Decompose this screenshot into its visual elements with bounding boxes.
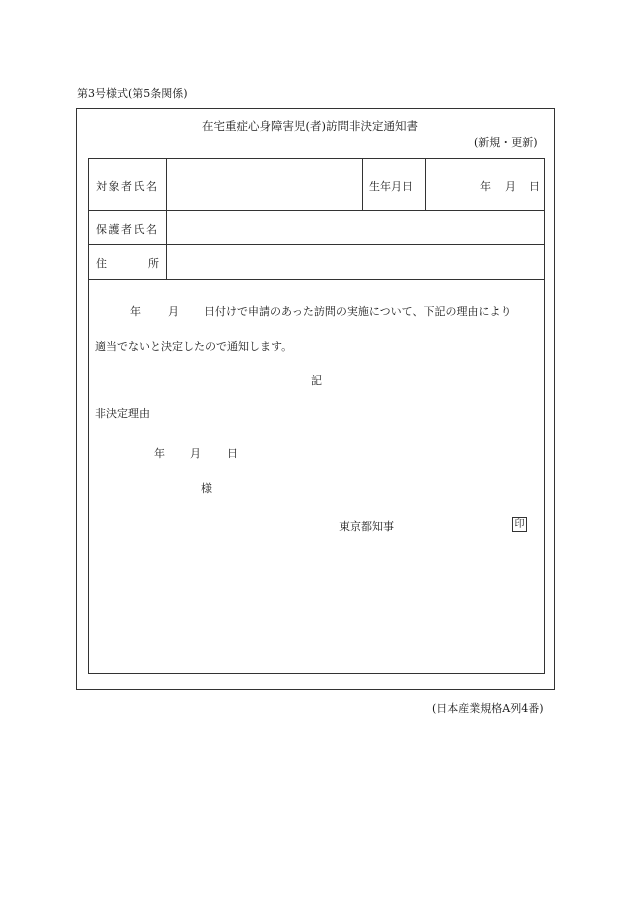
birthdate-label: 生年月日 [369,180,413,193]
seal-mark: 印 [512,517,527,532]
new-or-renewal-note: (新規・更新) [474,136,538,149]
notice-text-line2: 適当でないと決定したので通知します。 [95,340,293,353]
notice-date-month-unit: 月 [190,447,201,460]
document-title: 在宅重症心身障害児(者)訪問非決定通知書 [202,119,418,133]
paper-size-note: (日本産業規格A列4番) [432,702,544,715]
form-number: 第3号様式(第5条関係) [77,87,188,100]
record-mark: 記 [311,374,322,387]
intro-year-unit: 年 [130,305,141,318]
birthdate-value-divider [425,158,426,210]
row-divider [88,210,545,211]
label-column-divider [166,158,167,279]
birthdate-day-unit: 日 [529,180,540,193]
addressee-suffix: 様 [201,482,212,495]
notice-date-day-unit: 日 [227,447,238,460]
birthdate-label-divider [362,158,363,210]
birthdate-month-unit: 月 [505,180,516,193]
notice-date-year-unit: 年 [154,447,165,460]
address-label-char1: 住 [96,257,107,270]
guardian-name-label: 保護者氏名 [96,223,159,236]
birthdate-year-unit: 年 [480,180,491,193]
address-label-char2: 所 [148,257,159,270]
subject-name-label: 対象者氏名 [96,180,159,193]
row-divider [88,279,545,280]
row-divider [88,244,545,245]
non-decision-reason-label: 非決定理由 [95,407,150,420]
notice-text-line1: 日付けで申請のあった訪問の実施について、下記の理由により [204,305,512,318]
issuer-name: 東京都知事 [339,520,394,533]
intro-month-unit: 月 [168,305,179,318]
